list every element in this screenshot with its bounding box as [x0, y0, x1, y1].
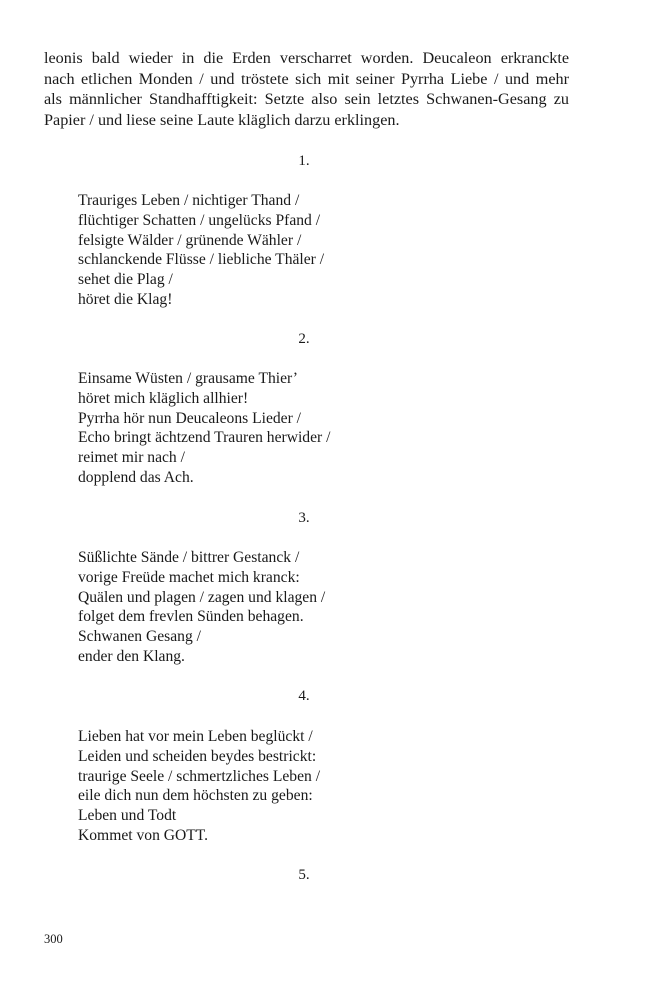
intro-line: nach etlichen Monden / und tröstete sich mit seiner Pyrrha Liebe / und mehr: [44, 69, 569, 88]
verse-line: felsigte Wälder / grünende Wähler /: [78, 231, 302, 249]
verse-line: Leben und Todt: [78, 807, 177, 825]
verse-line: flüchtiger Schatten / ungelücks Pfand /: [78, 211, 321, 229]
verse-line: sehet die Plag /: [78, 271, 173, 289]
verse-line: schlanckende Flüsse / liebliche Thäler /: [78, 251, 325, 269]
verse-line: Pyrrha hör nun Deucaleons Lieder /: [78, 409, 302, 427]
intro-line: leonis bald wieder in die Erden verscharret worden. Deucaleon erkranckte: [44, 49, 569, 67]
stanza-2: [78, 369, 498, 488]
verse-line: Schwanen Gesang /: [78, 628, 201, 646]
verse-line: Echo bringt ächtzend Trauren herwider /: [78, 429, 331, 447]
stanza-number: 5.: [298, 867, 310, 883]
stanza-number: 3.: [298, 510, 310, 526]
intro-line: als männlicher Standhafftigkeit: Setzte also sein letztes Schwanen-Gesang zu: [44, 90, 569, 108]
verse-line: Süßlichte Sände / bittrer Gestanck /: [78, 549, 300, 566]
stanza-number: 1.: [298, 153, 310, 169]
intro-line: Papier / und liese seine Laute kläglich darzu erklingen.: [44, 110, 400, 129]
verse-line: reimet mir nach /: [78, 449, 185, 467]
verse-line: Quälen und plagen / zagen und klagen /: [78, 588, 326, 606]
stanza-3: [78, 548, 498, 667]
verse-line: höret die Klag!: [78, 290, 173, 308]
verse-line: traurige Seele / schmertzliches Leben /: [78, 767, 321, 785]
intro-paragraph: [44, 48, 569, 130]
verse-line: Lieben hat vor mein Leben beglückt /: [78, 728, 313, 745]
page-number: 300: [44, 932, 63, 946]
verse-line: Kommet von GOTT.: [78, 826, 209, 844]
stanza-number: 2.: [298, 331, 310, 347]
stanza-1: [78, 191, 498, 310]
stanza-4: [78, 727, 498, 846]
verse-line: vorige Freüde machet mich kranck:: [78, 568, 300, 586]
verse-line: folget dem frevlen Sünden behagen.: [78, 608, 304, 626]
verse-line: dopplend das Ach.: [78, 468, 194, 486]
verse-line: höret mich kläglich allhier!: [78, 389, 249, 407]
verse-line: ender den Klang.: [78, 647, 185, 665]
stanza-number: 4.: [298, 688, 310, 704]
verse-line: Trauriges Leben / nichtiger Thand /: [78, 192, 300, 209]
verse-line: Leiden und scheiden beydes bestrickt:: [78, 747, 317, 765]
verse-line: Einsame Wüsten / grausame Thier’: [78, 370, 298, 387]
verse-line: eile dich nun dem höchsten zu geben:: [78, 787, 313, 805]
